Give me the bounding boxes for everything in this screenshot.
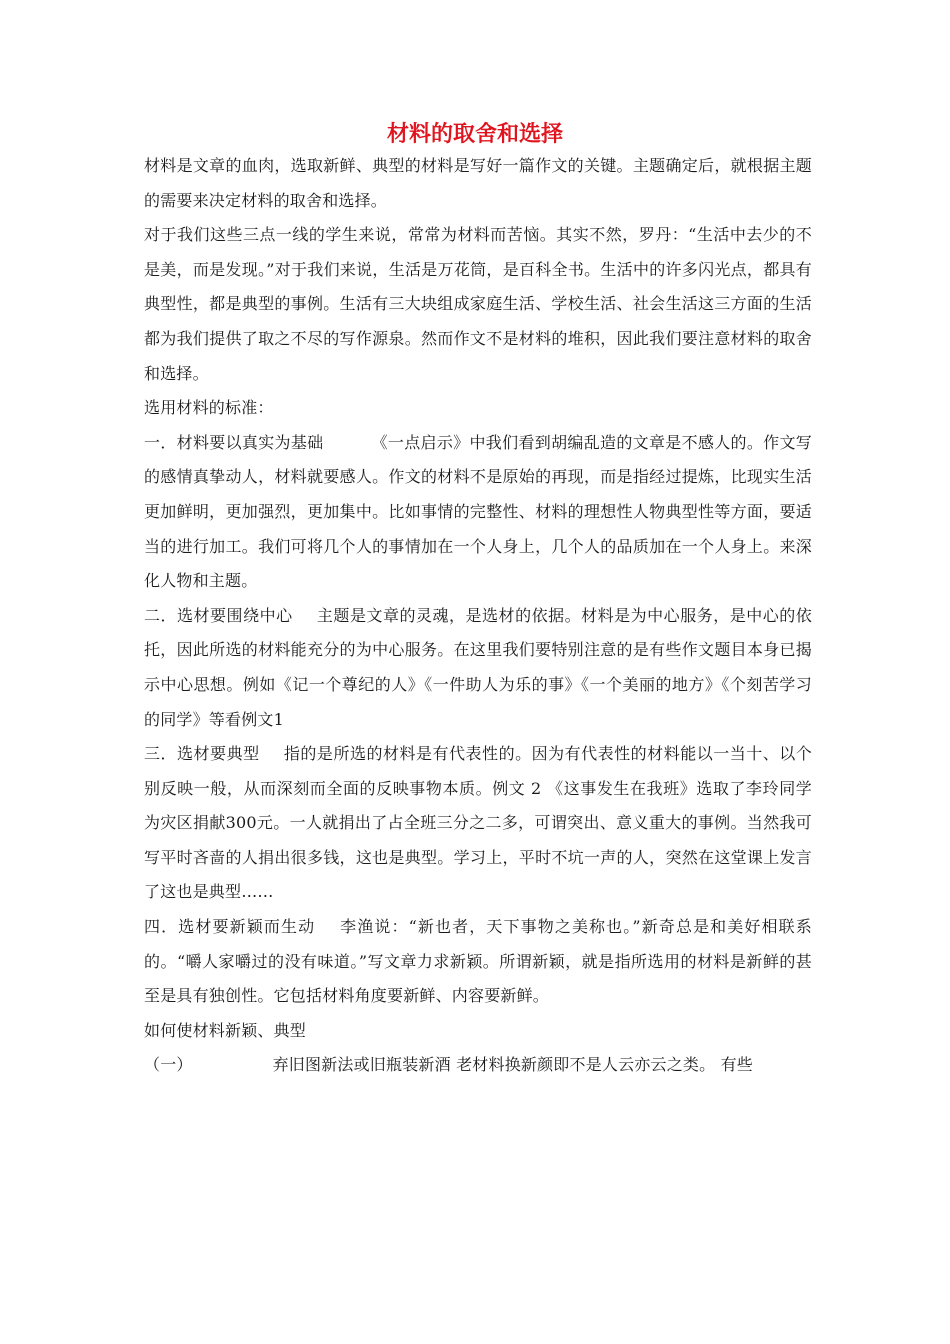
paragraph-standards: 选用材料的标准： — [144, 398, 274, 418]
point-1-heading: 一．材料要以真实为基础 — [144, 432, 324, 452]
last-line-label: （一） — [144, 1055, 193, 1075]
point-1 — [144, 426, 812, 599]
point-4-heading: 四．选材要新颖而生动 — [144, 917, 316, 937]
point-4 — [144, 910, 812, 1014]
paragraph-life: 对于我们这些三点一线的学生来说，常常为材料而苦恼。其实不然，罗丹：“生活中去少的不是美，而是发现。”对于我们来说，生活是万花筒，是百科全书。生活中的许多闪光点，都具有典型性，都是典型的事例。生活有三大块组成家庭生活、学校生活、社会生活这三方面的生活都为我们提供了取之不尽的写作源泉。然而作文不是材料的堆积，因此我们要注意材料的取舍和选择。 — [144, 225, 812, 383]
point-2-heading: 二．选材要围绕中心 — [144, 605, 293, 625]
point-3-text: 指的是所选的材料是有代表性的。因为有代表性的材料能以一当十、以个别反映一般，从而深刻而全面的反映事物本质。例文 2 《这事发生在我班》选取了李玲同学为灾区捐献300元。一人就捐出了占全班三分之二多，可谓突出、意义重大的事例。当然我可写平时吝啬的人捐出很多钱，这也是典型。学习上，平时不坑一声的人，突然在这堂课上发言了这也是典型…… — [144, 744, 812, 902]
point-3-heading: 三．选材要典型 — [144, 744, 260, 764]
point-2-text: 主题是文章的灵魂，是选材的依据。材料是为中心服务，是中心的依托，因此所选的材料能充分的为中心服务。在这里我们要特别注意的是有些作文题目本身已揭示中心思想。例如《记一个尊纪的人》《一件助人为乐的事》《一个美丽的地方》《个刻苦学习的同学》等看例文1 — [144, 605, 812, 729]
point-2 — [144, 599, 812, 737]
point-3 — [144, 737, 812, 910]
point-1-text: 《一点启示》中我们看到胡编乱造的文章是不感人的。作文写的感情真挚动人，材料就要感人。作文的材料不是原始的再现，而是指经过提炼，比现实生活更加鲜明，更加强烈，更加集中。比如事情的完整性、材料的理想性人物典型性等方面，要适当的进行加工。我们可将几个人的事情加在一个人身上，几个人的品质加在一个人身上。来深化人物和主题。 — [144, 432, 813, 591]
paragraph-intro: 材料是文章的血肉，选取新鲜、典型的材料是写好一篇作文的关键。主题确定后，就根据主题的需要来决定材料的取舍和选择。 — [144, 156, 812, 210]
point-4-text: 李渔说：“新也者，天下事物之美称也。”新奇总是和美好相联系的。“嚼人家嚼过的没有味道。”写文章力求新颖。所谓新颖，就是指所选用的材料是新鲜的甚至是具有独创性。它包括材料角度要新鲜、内容要新鲜。 — [144, 917, 812, 1006]
document-title: 材料的取舍和选择 — [386, 122, 563, 147]
last-line — [144, 1048, 812, 1083]
subheading: 如何使材料新颖、典型 — [144, 1020, 307, 1040]
document-body — [144, 149, 812, 1083]
last-line-text: 弃旧图新法或旧瓶装新酒 老材料换新颜即不是人云亦云之类。 有些 — [272, 1055, 753, 1075]
